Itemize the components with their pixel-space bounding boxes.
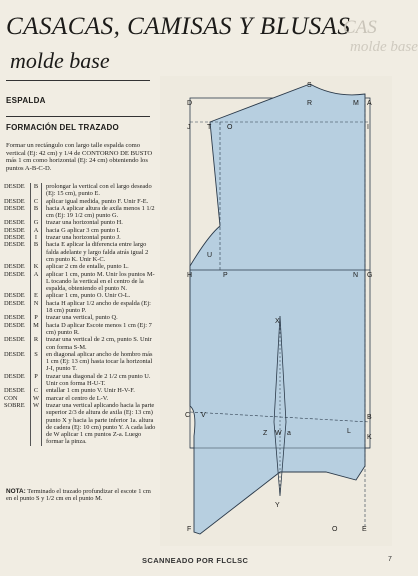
step-text: marcar el centro de L-V. (46, 394, 109, 402)
step-row (4, 300, 156, 315)
step-row (4, 314, 156, 321)
step-text: trazar una vertical de 2 cm, punto S. Unir con forma S-M. (46, 336, 152, 351)
note-label: NOTA: (6, 488, 26, 495)
page-title: CASACAS, CAMISAS Y BLUSAS (6, 13, 351, 40)
step-row (4, 373, 156, 388)
bleed-through-title: CAS (343, 17, 377, 38)
point-label: N (353, 272, 359, 279)
step-from: DESDE (4, 292, 25, 300)
step-text: trazar una diagonal de 2 1/2 cm punto U. Unir con forma H-U-T. (46, 372, 151, 388)
step-point: E (30, 292, 42, 299)
step-from: DESDE (4, 270, 25, 278)
step-text: hacia D aplicar Escote menos 1 cm (Ej: 7 cm) punto R. (46, 321, 152, 336)
point-label: H (187, 272, 193, 279)
step-from: DESDE (4, 197, 25, 205)
step-row (4, 351, 156, 373)
point-label: O (227, 124, 233, 131)
step-from: DESDE (4, 204, 25, 212)
step-row (4, 322, 156, 337)
step-point: A (30, 271, 42, 293)
step-point: K (30, 263, 42, 270)
step-text: hacia A aplicar altura de axila menos 1 1/2 cm (Ej: 19 1/2 cm) punto G. (46, 204, 155, 220)
step-point: W (30, 395, 42, 402)
step-from: CON (4, 394, 18, 402)
step-point: P (30, 314, 42, 321)
step-row (4, 219, 156, 226)
step-text: aplicar igual medida, punto F. Unir F-E. (46, 197, 149, 205)
point-label: S (307, 82, 312, 89)
back-pattern-diagram (160, 76, 392, 546)
step-from: DESDE (4, 241, 25, 249)
step-text: prolongar la vertical con el largo deseado (Ej: 15 cm), punto E. (46, 183, 152, 198)
point-label: X (275, 318, 280, 325)
point-label: O (332, 526, 338, 533)
step-from: DESDE (4, 314, 25, 322)
step-row (4, 183, 156, 198)
page-number: 7 (388, 556, 392, 563)
point-label: L (347, 428, 351, 435)
point-label: D (187, 100, 193, 107)
point-label: a (287, 430, 291, 437)
point-label: P (223, 272, 228, 279)
point-label: Z (263, 430, 268, 437)
step-text: trazar una vertical, punto Q. (46, 314, 118, 322)
section-name: ESPALDA (6, 96, 46, 105)
step-from: DESDE (4, 321, 25, 329)
point-label: F (187, 526, 192, 533)
step-point: A (30, 227, 42, 234)
step-text: hacia G aplicar 3 cm punto I. (46, 226, 121, 234)
note (6, 488, 154, 503)
step-from: DESDE (4, 372, 25, 380)
point-label: M (353, 100, 359, 107)
step-point: B (30, 205, 42, 220)
step-from: DESDE (4, 350, 25, 358)
step-point: G (30, 219, 42, 226)
step-point: B (30, 183, 42, 198)
step-from: DESDE (4, 183, 25, 190)
page-subtitle: molde base (10, 48, 110, 73)
step-from: DESDE (4, 226, 25, 234)
step-from: DESDE (4, 219, 25, 227)
step-point: W (30, 402, 42, 446)
step-point: S (30, 351, 42, 373)
step-text: en diagonal aplicar ancho de hombro más 1 cm (Ej: 13 cm) hasta tocar la horizontal J-I, punto T. (46, 350, 153, 373)
step-point: N (30, 300, 42, 315)
step-text: trazar una horizontal punto J. (46, 234, 121, 242)
point-label: G (367, 272, 373, 279)
point-label: B (367, 414, 372, 421)
step-text: trazar una horizontal punto H. (46, 219, 123, 227)
bleed-through-subtitle: molde base (350, 39, 418, 55)
step-point: C (30, 198, 42, 205)
point-label: J (187, 124, 191, 131)
point-label: T (207, 124, 212, 131)
point-label: U (207, 252, 213, 259)
step-row (4, 387, 156, 394)
divider (6, 116, 150, 117)
step-point: B (30, 241, 42, 263)
step-text: aplicar 2 cm de entalle, punto L. (46, 263, 129, 271)
step-from: DESDE (4, 336, 25, 344)
point-label: I (367, 124, 369, 131)
step-row (4, 241, 156, 263)
divider (6, 80, 150, 81)
step-row (4, 271, 156, 293)
step-row (4, 395, 156, 402)
step-from: DESDE (4, 263, 25, 271)
step-text: aplicar 1 cm, punto M. Unir los puntos M-L tocando la vertical en el centro de la espalda, obteniendo el punto N. (46, 270, 155, 293)
step-text: trazar una vertical aplicando hacia la parte superior 2/3 de altura de axila (Ej: 13 cm) punto X y hacia la parte inferior 1a. altura de cadera (Ej: 10 cm) punto Y. A cada lado de W aplicar 1 cm puntos Z-a. Luego formar la pinza. (46, 401, 156, 446)
point-label: A (367, 100, 372, 107)
step-point: C (30, 387, 42, 394)
step-text: hacia H aplicar 1/2 ancho de espalda (Ej: 18 cm) punto P. (46, 299, 151, 315)
note-text: Terminado el trazado profundizar el escote 1 cm en el punto S y 1/2 cm en el punto M. (6, 488, 151, 503)
point-label: Y (275, 502, 280, 509)
intro-paragraph: Formar un rectángulo con largo talle espalda como vertical (Ej: 42 cm) y 1/4 de CONTORNO DE BUSTO más 1 cm como horizontal (Ej: 24 cm) obteniendo los puntos A-B-C-D. (6, 142, 153, 172)
step-row (4, 292, 156, 299)
scan-credit: SCANNEADO POR FLCLSC (142, 556, 249, 565)
step-row (4, 227, 156, 234)
step-from: DESDE (4, 387, 25, 395)
step-point: P (30, 373, 42, 388)
step-row (4, 263, 156, 270)
step-row (4, 336, 156, 351)
step-text: aplicar 1 cm, punto O. Unir O-L. (46, 292, 131, 300)
step-row (4, 198, 156, 205)
step-point: M (30, 322, 42, 337)
step-row (4, 205, 156, 220)
step-text: entallar 1 cm punto V. Unir H-V-F. (46, 387, 135, 395)
step-text: hacia E aplicar la diferencia entre largo falda adelante y largo falda atrás igual 2 cm punto K. Unir K-C. (46, 241, 149, 263)
step-from: DESDE (4, 234, 25, 242)
section-heading: FORMACIÓN DEL TRAZADO (6, 123, 119, 132)
step-from: SOBRE (4, 401, 25, 409)
step-row (4, 402, 156, 446)
step-point: I (30, 234, 42, 241)
point-label: W (275, 430, 282, 437)
step-from: DESDE (4, 299, 25, 307)
point-label: E (362, 526, 367, 533)
point-label: R (307, 100, 313, 107)
point-label: K (367, 434, 372, 441)
step-row (4, 234, 156, 241)
point-label: V (201, 412, 206, 419)
step-point: R (30, 336, 42, 351)
point-label: C (185, 412, 191, 419)
steps-list (4, 183, 156, 446)
